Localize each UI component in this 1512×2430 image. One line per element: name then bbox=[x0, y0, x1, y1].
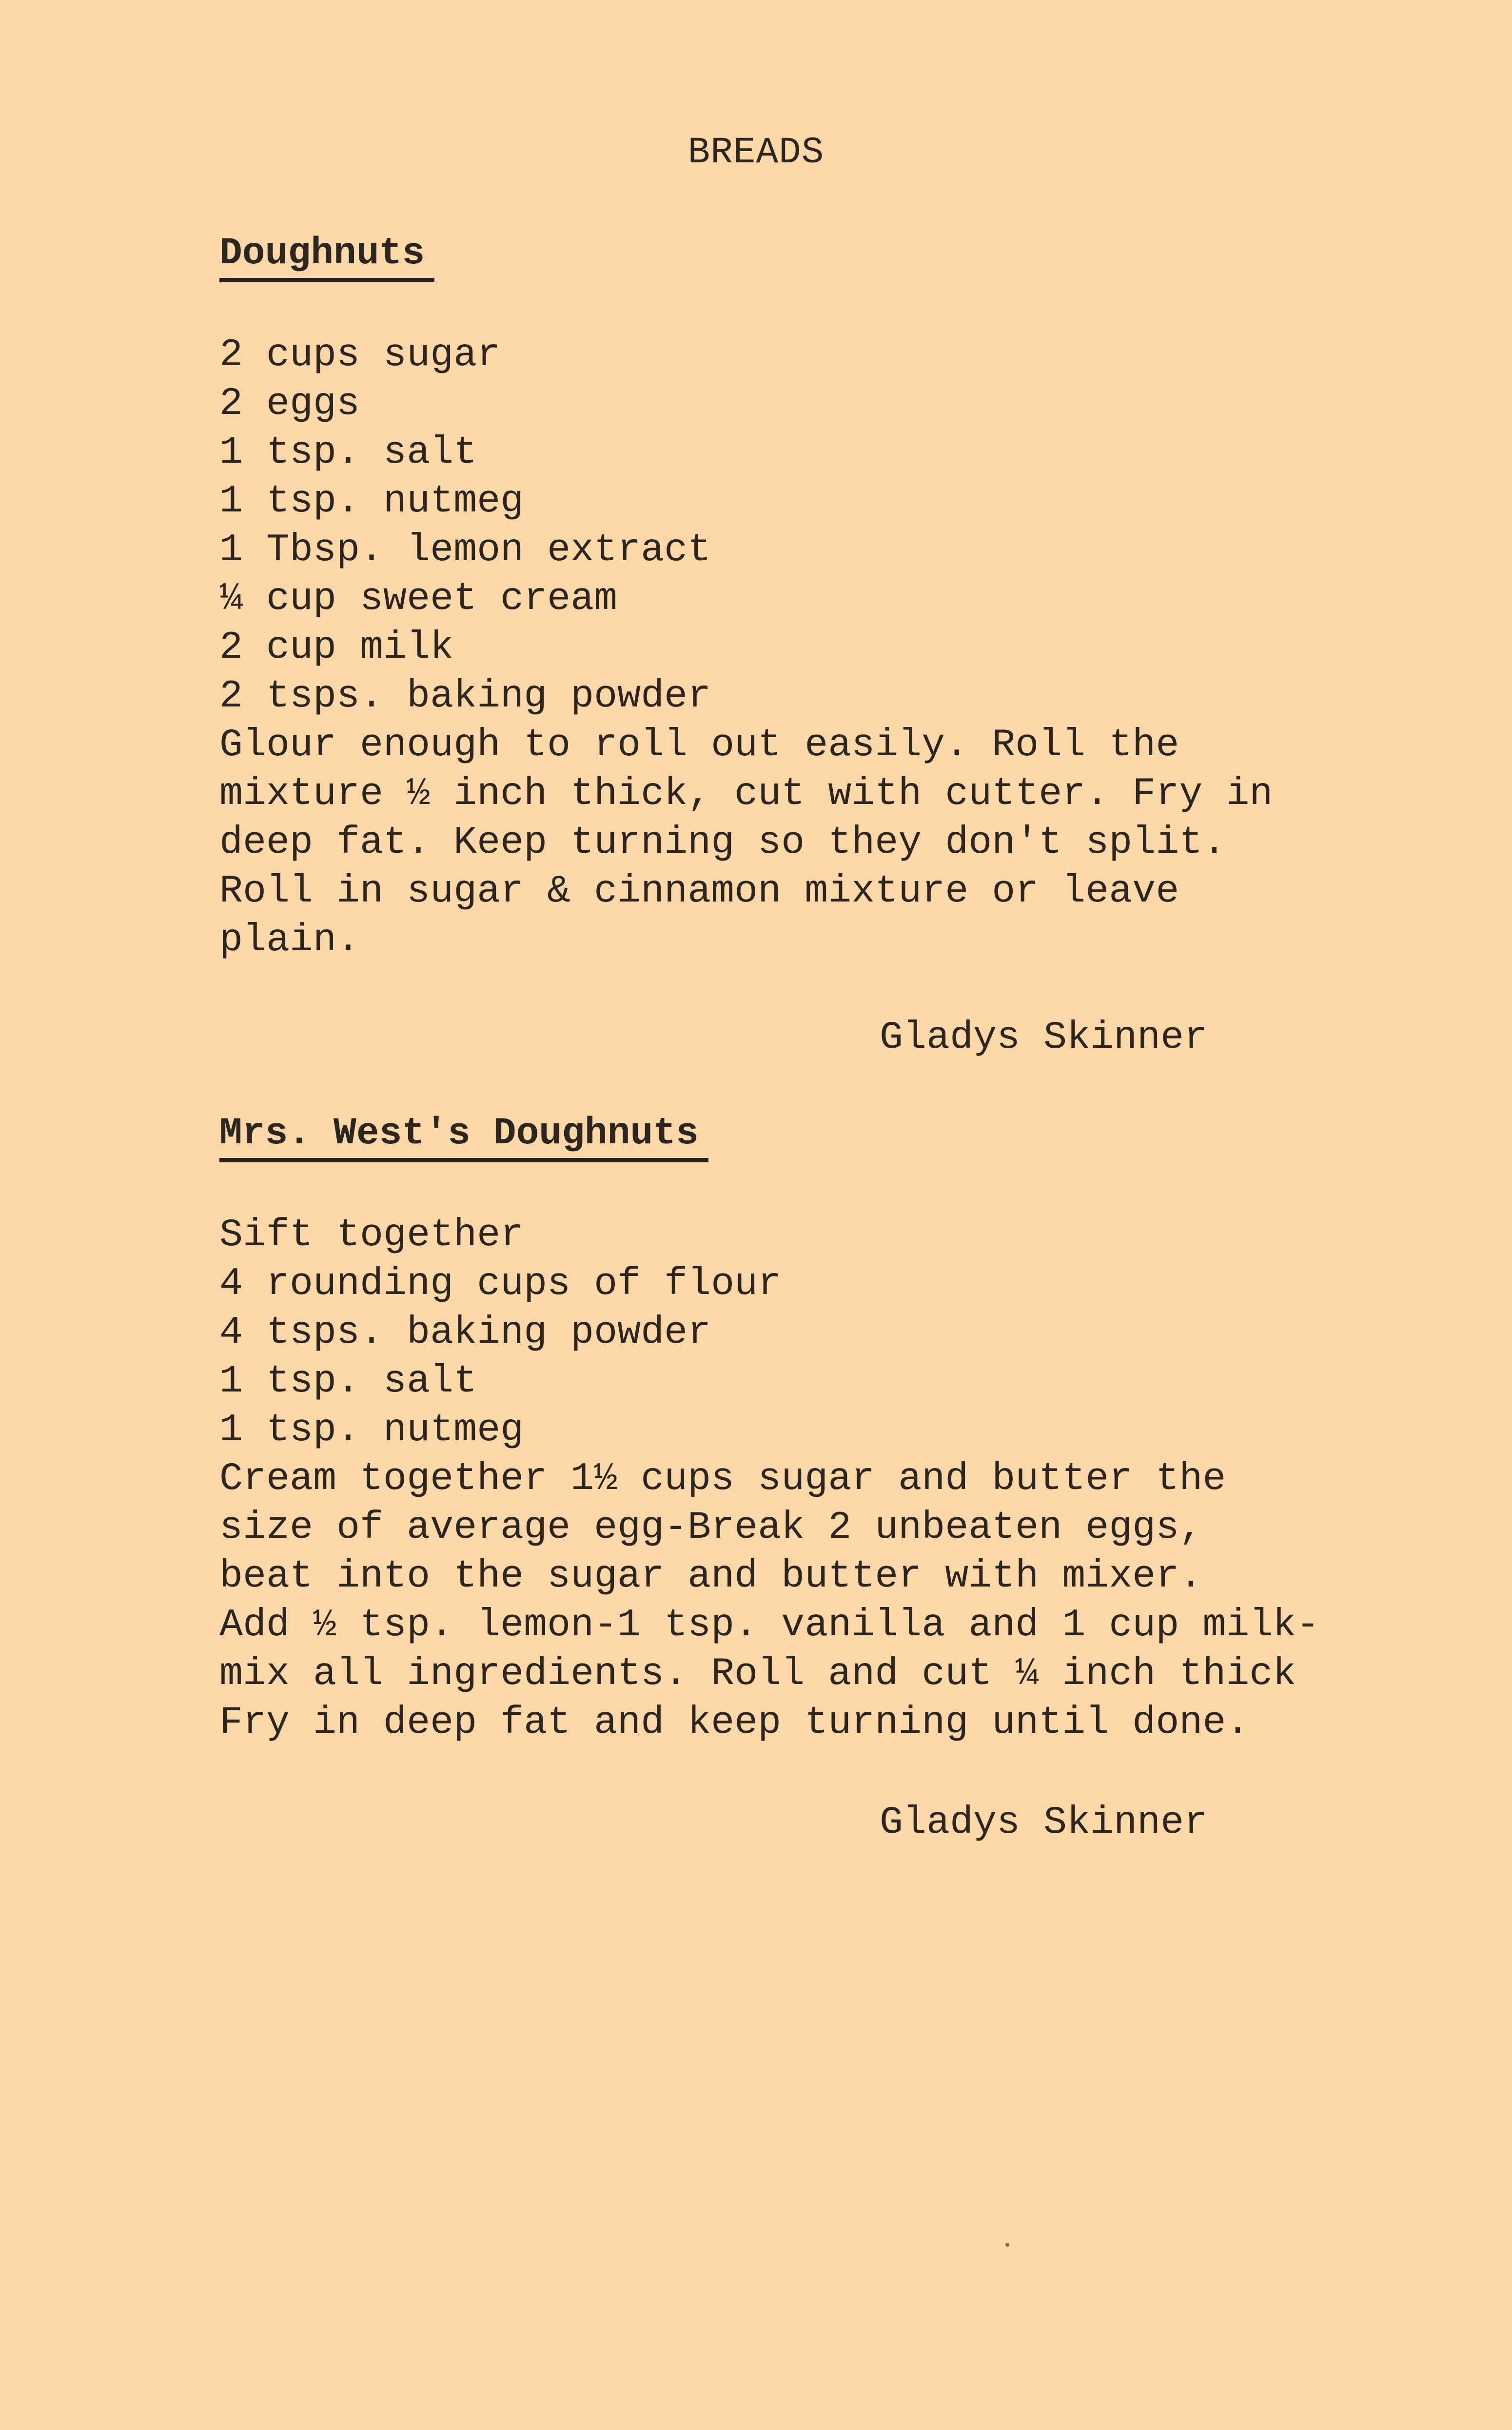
recipe-line: deep fat. Keep turning so they don't split. bbox=[219, 821, 1226, 865]
recipe-title: Doughnuts bbox=[219, 229, 434, 282]
recipe-line: 2 tsps. baking powder bbox=[219, 674, 711, 719]
recipe-body bbox=[219, 331, 1390, 965]
recipe-line: 2 cup milk bbox=[219, 626, 454, 670]
recipe-doughnuts bbox=[219, 229, 1390, 1062]
recipe-line: 1 tsp. nutmeg bbox=[219, 1408, 524, 1452]
recipe-line: 4 tsps. baking powder bbox=[219, 1311, 711, 1355]
recipe-line: Glour enough to roll out easily. Roll the bbox=[219, 723, 1179, 767]
recipe-line: 2 eggs bbox=[219, 382, 360, 426]
recipe-line: 1 tsp. nutmeg bbox=[219, 479, 524, 524]
recipe-line: ¼ cup sweet cream bbox=[219, 577, 618, 621]
recipe-line: 2 cups sugar bbox=[219, 333, 501, 377]
recipe-line: Roll in sugar & cinnamon mixture or leave bbox=[219, 869, 1179, 914]
recipe-line: Add ½ tsp. lemon-1 tsp. vanilla and 1 cup milk- bbox=[219, 1603, 1320, 1647]
recipe-line: Fry in deep fat and keep turning until done. bbox=[219, 1701, 1250, 1745]
recipe-mrs-wests-doughnuts bbox=[219, 1109, 1390, 1847]
recipe-line: plain. bbox=[219, 918, 360, 962]
section-header: BREADS bbox=[687, 132, 825, 174]
recipe-title: Mrs. West's Doughnuts bbox=[219, 1109, 708, 1162]
recipe-author: Gladys Skinner bbox=[880, 1801, 1208, 1845]
recipe-line: 1 tsp. salt bbox=[219, 431, 477, 475]
recipe-line: mix all ingredients. Roll and cut ¼ inch thick bbox=[219, 1652, 1296, 1696]
recipe-line: mixture ½ inch thick, cut with cutter. Fry in bbox=[219, 772, 1273, 816]
recipe-line: 1 Tbsp. lemon extract bbox=[219, 528, 711, 572]
paper-speck bbox=[1005, 2243, 1009, 2247]
recipe-line: Cream together 1½ cups sugar and butter the bbox=[219, 1457, 1226, 1501]
recipe-body bbox=[219, 1211, 1390, 1747]
recipe-line: 1 tsp. salt bbox=[219, 1359, 477, 1404]
recipe-line: beat into the sugar and butter with mixer. bbox=[219, 1554, 1203, 1599]
recipe-line: Sift together bbox=[219, 1213, 524, 1257]
recipe-line: size of average egg-Break 2 unbeaten eggs, bbox=[219, 1506, 1203, 1550]
recipe-author: Gladys Skinner bbox=[880, 1016, 1208, 1060]
recipe-line: 4 rounding cups of flour bbox=[219, 1262, 782, 1306]
